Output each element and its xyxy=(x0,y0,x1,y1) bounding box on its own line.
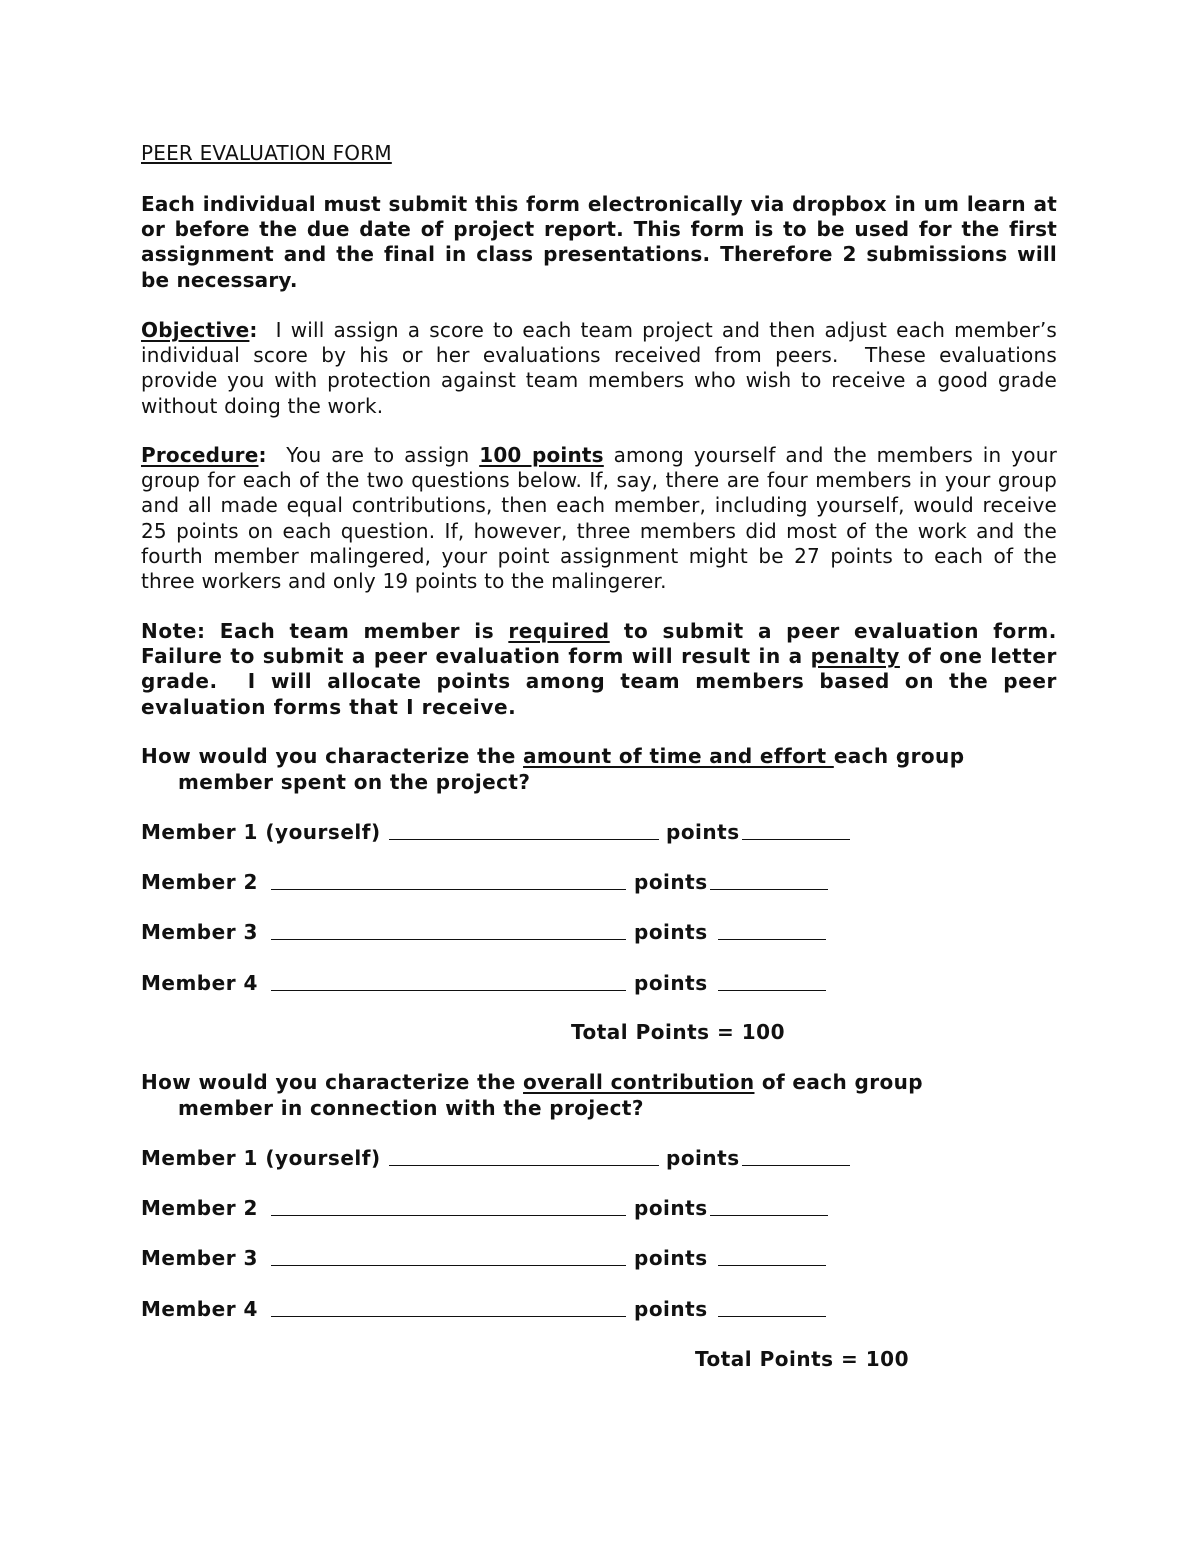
q1-member-1-name-field[interactable] xyxy=(389,819,659,840)
note-part1: Note: Each team member is xyxy=(141,619,509,643)
procedure-text-before: You are to assign xyxy=(266,443,480,467)
q2-member-3-points-label: points xyxy=(634,1246,708,1270)
objective-label: Objective xyxy=(141,318,250,342)
note-part2: to submit a peer evaluation form. Failure to submit a peer evaluation form will result in a xyxy=(141,619,1057,669)
procedure-paragraph xyxy=(141,443,1057,594)
q2-member-4-points-label: points xyxy=(634,1297,708,1321)
q2-member-3-name-field[interactable] xyxy=(271,1245,626,1266)
note-emphasis-required: required xyxy=(508,619,610,643)
q1-member-4-points-field[interactable] xyxy=(718,970,826,991)
q1-member-2-points-field[interactable] xyxy=(710,869,828,890)
q2-member-1-label: Member 1 (yourself) xyxy=(141,1146,381,1170)
q1-member-3-label: Member 3 xyxy=(141,920,258,944)
procedure-emphasis: 100 points xyxy=(479,443,604,467)
q1-member-1-points-label: points xyxy=(666,820,740,844)
q2-total-points: Total Points = 100 xyxy=(695,1347,909,1371)
q1-total-points: Total Points = 100 xyxy=(571,1020,785,1044)
q1-member-3-points-field[interactable] xyxy=(718,919,826,940)
q1-member-3-name-field[interactable] xyxy=(271,919,626,940)
question-2-before: How would you characterize the xyxy=(141,1070,524,1094)
question-1-after: each group xyxy=(833,744,965,768)
q1-member-4-label: Member 4 xyxy=(141,971,258,995)
q1-member-4-name-field[interactable] xyxy=(271,970,626,991)
q2-member-3-label: Member 3 xyxy=(141,1246,258,1270)
q2-member-2-name-field[interactable] xyxy=(271,1195,626,1216)
question-2-emphasis: overall contribution xyxy=(523,1070,755,1094)
q1-member-1-points-field[interactable] xyxy=(742,819,850,840)
question-1-emphasis: amount of time and effort xyxy=(523,744,834,768)
question-2-after: of each group xyxy=(754,1070,924,1094)
q1-member-2-label: Member 2 xyxy=(141,870,258,894)
objective-colon: : xyxy=(249,318,258,342)
note-emphasis-penalty: penalty xyxy=(810,644,900,669)
question-1 xyxy=(141,744,1057,795)
q1-member-4-points-label: points xyxy=(634,971,708,995)
objective-text: I will assign a score to each team project and then adjust each member’s individual score by his or her evaluations received from peers. These evaluations provide you with protection against team members who wish to receive a good grade without doing the work. xyxy=(141,318,1064,418)
procedure-label: Procedure xyxy=(141,443,259,467)
q2-member-2-points-label: points xyxy=(634,1196,708,1220)
q2-member-4-name-field[interactable] xyxy=(271,1296,626,1317)
procedure-colon: : xyxy=(258,443,267,467)
q2-member-4-points-field[interactable] xyxy=(718,1296,826,1317)
procedure-text-after: among yourself and the members in your group for each of the two questions below. If, say, there are four members in your group and all made equal contributions, then each member, including yourself, would receive 25 points on each question. If, however, three members did most of the work and the fourth member malingered, your point assignment might be 27 points to each of the three workers and only 19 points to the malingerer. xyxy=(141,443,1057,594)
q2-member-2-points-field[interactable] xyxy=(710,1195,828,1216)
q1-member-3-points-label: points xyxy=(634,920,708,944)
q1-member-2-points-label: points xyxy=(634,870,708,894)
q2-member-3-points-field[interactable] xyxy=(718,1245,826,1266)
question-2-line2: member in connection with the project? xyxy=(178,1095,644,1120)
question-1-line2: member spent on the project? xyxy=(178,769,531,794)
q2-member-1-points-label: points xyxy=(666,1146,740,1170)
objective-paragraph xyxy=(141,318,1064,419)
form-title: PEER EVALUATION FORM xyxy=(141,141,392,165)
question-2 xyxy=(141,1070,1057,1121)
q1-member-1-label: Member 1 (yourself) xyxy=(141,820,381,844)
q2-member-4-label: Member 4 xyxy=(141,1297,258,1321)
question-1-before: How would you characterize the xyxy=(141,744,524,768)
q2-member-1-name-field[interactable] xyxy=(389,1145,659,1166)
q2-member-1-points-field[interactable] xyxy=(742,1145,850,1166)
q2-member-2-label: Member 2 xyxy=(141,1196,258,1220)
note-paragraph xyxy=(141,619,1065,720)
intro-paragraph: Each individual must submit this form electronically via dropbox in um learn at or before the due date of project report. This form is to be used for the first assignment and the final in class presentations. Therefore 2 submissions will be necessary. xyxy=(141,192,1057,292)
note-part3: of one letter grade. I will allocate points among team members based on the peer evaluation forms that I receive. xyxy=(141,644,1065,719)
q1-member-2-name-field[interactable] xyxy=(271,869,626,890)
